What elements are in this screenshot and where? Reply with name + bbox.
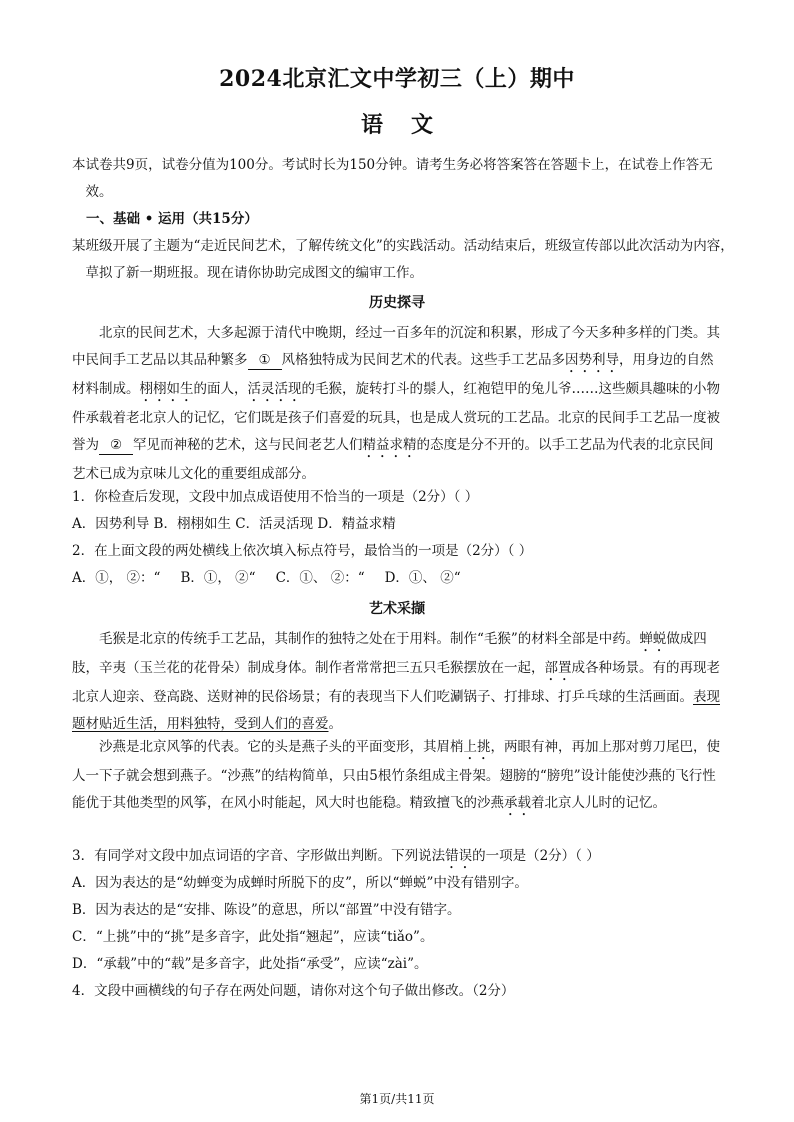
- question-3-stem: [72, 843, 722, 872]
- exam-intro: 本试卷共9页，试卷分值为100分。考试时长为150分钟。请考生务必将答案答在答题卡上，在试卷上作答无效。: [72, 157, 713, 200]
- history-paragraph: [72, 320, 722, 488]
- question-3-option-a: A．因为表达的是“幼蝉变为成蝉时所脱下的皮”，所以“蝉蜕”中没有错别字。: [72, 875, 528, 891]
- underlined-sentence: 表现题材贴近生活，用料独特，受到人们的喜爱: [72, 689, 720, 732]
- history-text: 北京的民间艺术，大多起源于清代中晚期，经过一百多年的沉淀和积累，形成了今天多种多样的门类。其中民间手工艺品以其品种繁多: [72, 325, 720, 368]
- history-text: 罕见而神秘的艺术，这与民间老艺人们: [133, 437, 363, 453]
- history-text: 的态度是分不开的。以手工艺品为代表的北京民间艺术已成为京味儿文化的重要组成部分。: [72, 437, 714, 482]
- option-a: A．①， ②：“: [72, 570, 161, 586]
- history-text: ，用身边的自然材料制成。: [72, 352, 714, 397]
- section-heading: 一、基础 • 运用（共15分）: [86, 211, 258, 227]
- subject-title: 语文: [360, 112, 461, 138]
- dotted-word: 蝉蜕: [639, 631, 667, 647]
- question-3-option-c: C．“上挑”中的“挑”是多音字，此处指“翘起”，应读“tiǎo”。: [72, 929, 434, 945]
- blank-2: ②: [99, 436, 133, 455]
- q3-text: 3．有同学对文段中加点词语的字音、字形做出判断。下列说法: [72, 848, 446, 864]
- question-2-stem: 2．在上面文段的两处横线上依次填入标点符号，最恰当的一项是（2分）（ ）: [72, 543, 533, 559]
- question-1-stem: 1．你检查后发现，文段中加点成语使用不恰当的一项是（2分）（ ）: [72, 489, 479, 505]
- q3-text: 的一项是（2分）（ ）: [472, 848, 600, 864]
- history-heading: 历史探寻: [369, 295, 425, 311]
- art-paragraph-1: [72, 626, 722, 738]
- art-text: 。: [328, 716, 342, 732]
- history-text: 风格独特成为民间艺术的代表。这些手工艺品多: [281, 352, 565, 368]
- history-text: 的面人，: [193, 381, 248, 397]
- art-text: 做成四肢，辛夷（玉兰花的花骨朵）制成身体。制作者常常把三五只毛猴摆放在一起，: [72, 631, 707, 676]
- section-lead: 某班级开展了主题为“走近民间艺术，了解传统文化”的实践活动。活动结束后，班级宣传部以此次活动为内容，草拟了新一期班报。现在请你协助完成图文的编审工作。: [72, 238, 734, 281]
- option-b: B．①， ②“: [180, 570, 256, 586]
- page-title: 2024北京汇文中学初三（上）期中: [219, 66, 575, 92]
- dotted-word: 错误: [445, 848, 473, 864]
- question-4-stem: 4．文段中画横线的句子存在两处问题，请你对这个句子做出修改。（2分）: [72, 983, 515, 999]
- question-3-option-b: B．因为表达的是“安排、陈设”的意思，所以“部置”中没有错字。: [72, 902, 461, 918]
- dotted-idiom: 栩栩如生: [139, 381, 194, 397]
- art-text: 着北京人儿时的记忆。: [531, 795, 666, 811]
- dotted-idiom: 活灵活现: [247, 381, 302, 397]
- question-3-option-d: D．“承载”中的“载”是多音字，此处指“承受”，应读“zài”。: [72, 956, 428, 972]
- art-text: 毛猴是北京的传统手工艺品，其制作的独特之处在于用料。制作“毛猴”的材料全部是中药。: [99, 631, 640, 647]
- dotted-word: 上挑: [463, 739, 491, 755]
- blank-1: ①: [248, 351, 282, 370]
- option-d: D．①、 ②“: [384, 570, 461, 586]
- dotted-word: 承载: [504, 795, 531, 811]
- history-text: 的毛猴，旋转打斗的鬃人，红袍铠甲的兔儿爷……这些颇具趣味的小物件承载着老北京人的记忆，它们既是孩子们喜爱的玩具，也是成人赏玩的工艺品。北京的民间手工艺品一度被誉为: [72, 381, 720, 453]
- art-paragraph-2: [72, 734, 722, 819]
- art-text: ，两眼有神，再加上那对剪刀尾巴，使人一下子就会想到燕子。“沙燕”的结构简单，只由5根竹条组成主骨架。翅膀的“膀兜”设计能使沙燕的飞行性能优于其他类型的风筝，在风小时能起，风大时也能稳。精致擅飞的沙燕: [72, 739, 720, 811]
- question-2-options: [72, 565, 722, 592]
- art-text: 沙燕是北京风筝的代表。它的头是燕子头的平面变形，其眉梢: [99, 739, 464, 755]
- dotted-idiom: 因势利导: [565, 352, 619, 368]
- dotted-word: 部置: [544, 660, 572, 676]
- art-text: 成各种场景。有的再现老北京人迎亲、登高跷、送财神的民俗场景；有的表现当下人们吃涮锅子、打排球、打乒乓球的生活画面。: [72, 660, 720, 705]
- art-heading: 艺术采撷: [369, 601, 425, 617]
- dotted-idiom: 精益求精: [362, 437, 417, 453]
- option-c: C．①、 ②：“: [275, 570, 365, 586]
- page-number: 第1页/共11页: [359, 1092, 435, 1106]
- question-1-options: A．因势利导 B．栩栩如生 C．活灵活现 D．精益求精: [72, 516, 396, 532]
